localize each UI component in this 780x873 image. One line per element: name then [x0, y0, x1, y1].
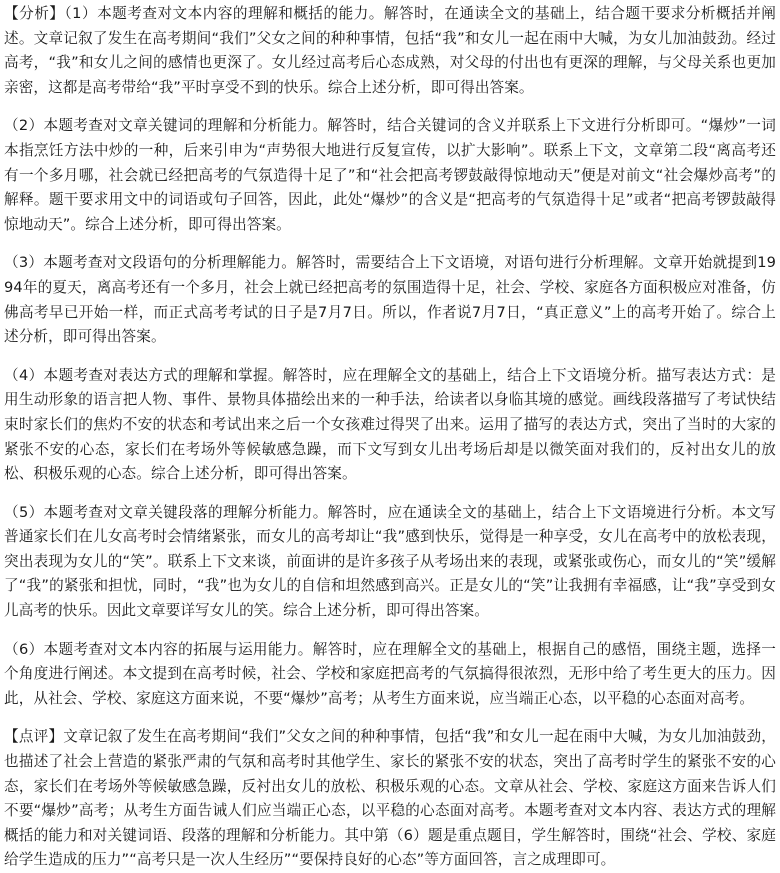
analysis-paragraph-6: （6）本题考查对文本内容的拓展与运用能力。解答时，应在理解全文的基础上，根据自己的感悟，围绕主题，选择一个角度进行阐述。本文提到在高考时候，社会、学校和家庭把高考的气氛搞得很浓烈，无形中给了考生更大的压力。因此，从社会、学校、家庭这方面来说，不要“爆炒”高考；从考生方面来说，应当端正心态，以平稳的心态面对高考。 — [4, 640, 776, 707]
analysis-paragraph-3: （3）本题考查对文段语句的分析理解能力。解答时，需要结合上下文语境，对语句进行分析理解。文章开始就提到1994年的夏天，离高考还有一个多月，社会上就已经把高考的氛围造得十足，社会、学校、家庭各方面积极应对准备，仿佛高考早已开始一样，而正式高考考试的日子是7月7日。所以，作者说7月7日，“真正意义”上的高考开始了。综合上述分析，即可得出答案。 — [4, 254, 776, 346]
analysis-paragraph-4: （4）本题考查对表达方式的理解和掌握。解答时，应在理解全文的基础上，结合上下文语境分析。描写表达方式：是用生动形象的语言把人物、事件、景物具体描绘出来的一种手法，给读者以身临其境的感觉。画线段落描写了考试快结束时家长们的焦灼不安的状态和考试出来之后一个女孩难过得哭了出来。运用了描写的表达方式，突出了当时的大家的紧张不安的心态，家长们在考场外等候敏感急躁，而下文写到女儿出考场后却是以微笑面对我们的，反衬出女儿的放松、积极乐观的心态。综合上述分析，即可得出答案。 — [4, 366, 776, 483]
commentary-paragraph: 【点评】文章记叙了发生在高考期间“我们”父女之间的种种事情，包括“我”和女儿一起在雨中大喊，为女儿加油鼓劲，也描述了社会上营造的紧张严肃的气氛和高考时其他学生、家长的紧张不安的状态，突出了高考时学生的紧张不安的心态，家长们在考场外等候敏感急躁，反衬出女儿的放松、积极乐观的心态。文章从社会、学校、家庭这方面来告诉人们不要“爆炒”高考；从考生方面告诫人们应当端正心态，以平稳的心态面对高考。本题考查对文本内容、表达方式的理解概括的能力和对关键词语、段落的理解和分析能力。其中第（6）题是重点题目，学生解答时，围绕“社会、学校、家庭给学生造成的压力”“高考只是一次人生经历”“要保持良好的心态”等方面回答，言之成理即可。 — [4, 728, 776, 869]
analysis-paragraph-5: （5）本题考查对文章关键段落的理解分析能力。解答时，应在通读全文的基础上，结合上下文语境进行分析。本文写普通家长们在儿女高考时会情绪紧张，而女儿的高考却让“我”感到快乐，觉得是一种享受，女儿在高考中的放松表现，突出表现为女儿的“笑”。联系上下文来谈，前面讲的是许多孩子从考场出来的表现，或紧张或伤心，而女儿的“笑”缓解了“我”的紧张和担忧，同时，“我”也为女儿的自信和坦然感到高兴。正是女儿的“笑”让我拥有幸福感，让“我”享受到女儿高考的快乐。因此文章要详写女儿的笑。综合上述分析，即可得出答案。 — [4, 503, 776, 620]
analysis-paragraph-2: （2）本题考查对文章关键词的理解和分析能力。解答时，结合关键词的含义并联系上下文进行分析即可。“爆炒”一词本指烹饪方法中炒的一种，后来引申为“声势很大地进行反复宣传，以扩大影响”。联系上下文，文章第二段“离高考还有一个多月哪，社会就已经把高考的气氛造得十足了”和“社会把高考锣鼓敲得惊地动天”便是对前文“社会爆炒高考”的解释。题干要求用文中的词语或句子回答，因此，此处“爆炒”的含义是“把高考的气氛造得十足”或者“把高考锣鼓敲得惊地动天”。综合上述分析，即可得出答案。 — [4, 117, 776, 233]
analysis-paragraph-1: 【分析】（1）本题考查对文本内容的理解和概括的能力。解答时，在通读全文的基础上，结合题干要求分析概括并阐述。文章记叙了发生在高考期间“我们”父女之间的种种事情，包括“我”和女儿一起在雨中大喊，为女儿加油鼓劲。经过高考，“我”和女儿之间的感情也更深了。女儿经过高考后心态成熟，对父母的付出也有更深的理解，与父母关系也更加亲密，这都是高考带给“我”平时享受不到的快乐。综合上述分析，即可得出答案。 — [4, 5, 776, 96]
